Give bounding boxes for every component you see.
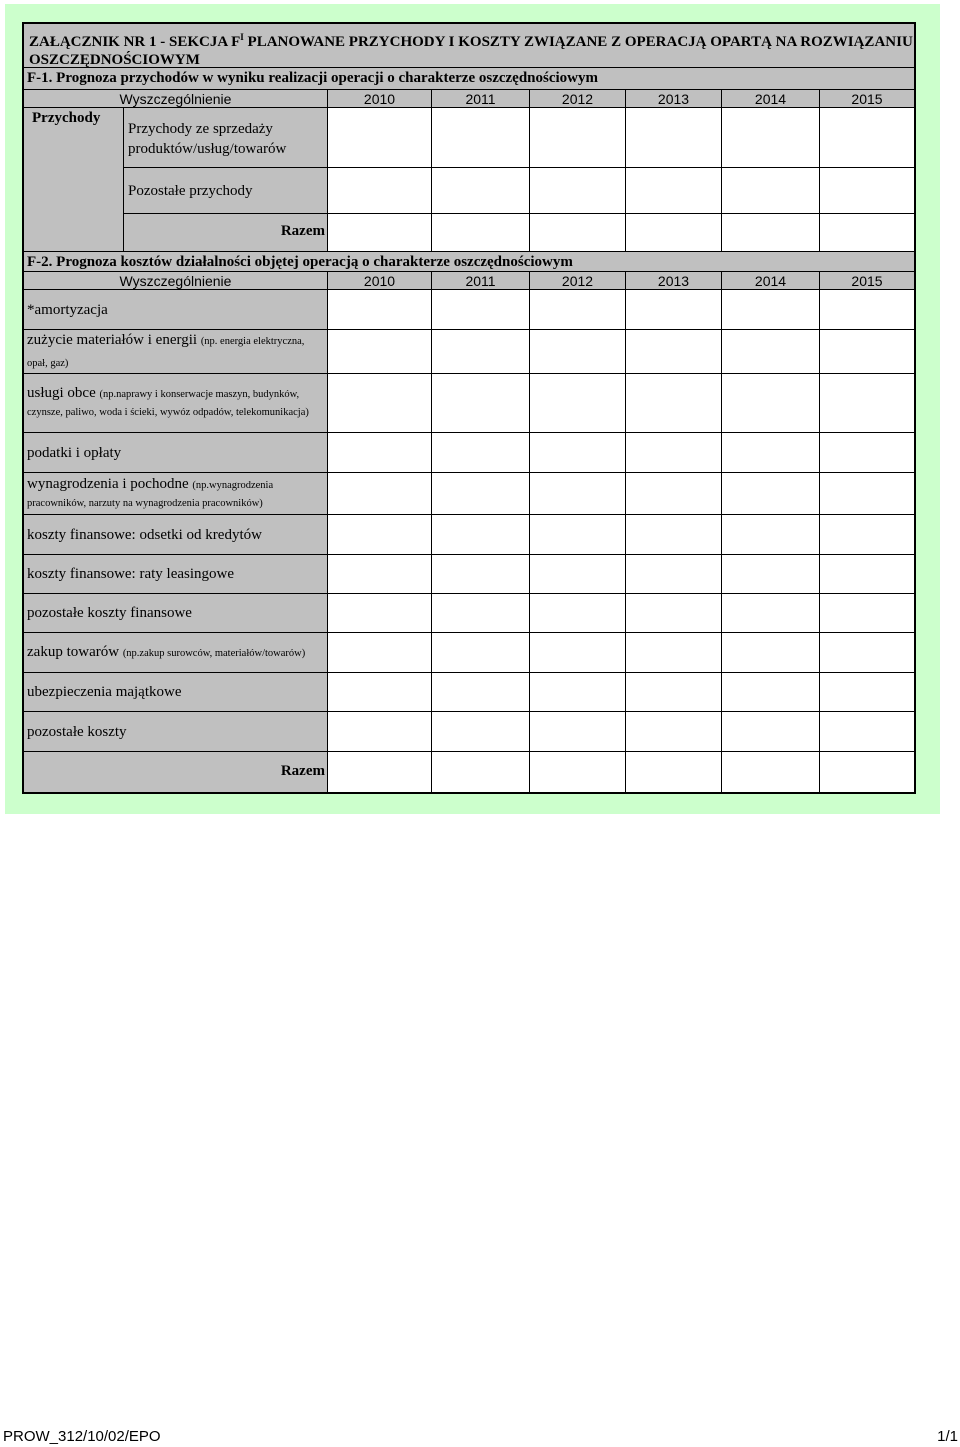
f2-row-label xyxy=(24,374,328,433)
f2-year-header-text: 2014 xyxy=(754,273,787,289)
f1-year-header xyxy=(626,90,722,108)
f2-value-cell[interactable] xyxy=(820,673,914,712)
f2-row-label xyxy=(24,633,328,673)
f1-total-cell[interactable] xyxy=(432,214,530,252)
f2-value-cell[interactable] xyxy=(626,712,722,752)
f1-total-cell[interactable] xyxy=(328,214,432,252)
f2-row-main-text: wynagrodzenia i pochodne xyxy=(27,475,193,492)
f1-value-cell[interactable] xyxy=(328,168,432,214)
form-title xyxy=(24,24,914,68)
f2-value-cell[interactable] xyxy=(530,712,626,752)
f2-row-label xyxy=(24,673,328,712)
f2-value-cell[interactable] xyxy=(626,473,722,515)
f2-row-main-text: podatki i opłaty xyxy=(27,444,122,461)
f2-total-cell[interactable] xyxy=(328,752,432,792)
f2-value-cell[interactable] xyxy=(530,673,626,712)
f2-value-cell[interactable] xyxy=(722,433,820,473)
f2-value-cell[interactable] xyxy=(328,633,432,673)
f2-row-main-text: ubezpieczenia majątkowe xyxy=(27,684,182,700)
f2-value-cell[interactable] xyxy=(432,473,530,515)
f1-year-header-text: 2013 xyxy=(657,91,690,107)
f1-row-label xyxy=(124,108,328,168)
f2-value-cell[interactable] xyxy=(530,515,626,555)
f2-total-cell[interactable] xyxy=(432,752,530,792)
f1-header-label-text: Wyszczególnienie xyxy=(119,91,232,107)
f2-value-cell[interactable] xyxy=(722,673,820,712)
f1-total-label xyxy=(124,214,328,252)
f2-value-cell[interactable] xyxy=(328,594,432,633)
f1-year-header-text: 2015 xyxy=(851,91,883,107)
f2-year-header-text: 2010 xyxy=(363,273,396,289)
f2-year-header xyxy=(328,272,432,290)
f1-value-cell[interactable] xyxy=(432,168,530,214)
form-title-main: ZAŁĄCZNIK NR 1 - SEKCJA F xyxy=(29,34,241,50)
f2-row-label-wrap xyxy=(27,603,327,623)
f2-row-label-wrap xyxy=(27,682,327,702)
f2-value-cell[interactable] xyxy=(530,633,626,673)
f2-value-cell[interactable] xyxy=(626,555,722,594)
f1-year-header xyxy=(432,90,530,108)
f1-total-label-text: Razem xyxy=(280,223,325,239)
f1-group-label-text: Przychody xyxy=(32,110,101,126)
f2-value-cell[interactable] xyxy=(820,330,914,374)
f2-value-cell[interactable] xyxy=(530,555,626,594)
f2-row-main-text: zakup towarów xyxy=(27,643,123,660)
f1-value-cell[interactable] xyxy=(820,108,914,168)
f2-value-cell[interactable] xyxy=(530,473,626,515)
f2-row-label-wrap xyxy=(27,722,327,742)
f2-value-cell[interactable] xyxy=(328,673,432,712)
f2-row-note-text: (np.zakup surowców, materiałów/towarów) xyxy=(122,647,306,659)
f2-value-cell[interactable] xyxy=(626,633,722,673)
f2-value-cell[interactable] xyxy=(626,374,722,433)
f2-row-label-wrap xyxy=(27,330,327,374)
f2-year-header xyxy=(530,272,626,290)
f2-year-header xyxy=(626,272,722,290)
f2-row-label xyxy=(24,433,328,473)
f1-value-cell[interactable] xyxy=(328,108,432,168)
f2-year-header-text: 2012 xyxy=(561,273,594,289)
f2-row-main-text: *amortyzacja xyxy=(27,301,108,318)
f2-value-cell[interactable] xyxy=(722,633,820,673)
f1-year-header-text: 2010 xyxy=(363,91,396,107)
f2-value-cell[interactable] xyxy=(328,290,432,330)
f2-row-label-wrap xyxy=(27,385,327,421)
f1-year-header xyxy=(328,90,432,108)
f2-year-header-text: 2013 xyxy=(657,273,690,289)
f2-value-cell[interactable] xyxy=(328,374,432,433)
f2-row-main-text: koszty finansowe: raty leasingowe xyxy=(27,566,235,582)
f2-value-cell[interactable] xyxy=(432,673,530,712)
f2-row-main-text: koszty finansowe: odsetki od kredytów xyxy=(27,526,262,543)
f2-row-label-wrap xyxy=(27,476,327,512)
f2-value-cell[interactable] xyxy=(328,515,432,555)
f2-row-main-text: pozostałe koszty xyxy=(27,723,127,740)
f2-value-cell[interactable] xyxy=(432,712,530,752)
f2-value-cell[interactable] xyxy=(432,594,530,633)
f2-year-header-text: 2011 xyxy=(465,273,496,289)
f1-total-cell[interactable] xyxy=(626,214,722,252)
f2-total-cell[interactable] xyxy=(626,752,722,792)
f2-value-cell[interactable] xyxy=(722,515,820,555)
f2-total-label-text: Razem xyxy=(280,763,325,779)
f2-value-cell[interactable] xyxy=(722,712,820,752)
f1-value-cell[interactable] xyxy=(530,108,626,168)
f2-row-main-text: usługi obce xyxy=(27,385,100,401)
budget-forecast-form xyxy=(22,22,916,794)
f1-title-text: F-1. Prognoza przychodów w wyniku realizacji operacji o charakterze oszczędnościowym xyxy=(27,70,599,86)
f2-value-cell[interactable] xyxy=(328,555,432,594)
f1-value-cell[interactable] xyxy=(432,108,530,168)
f2-total-cell[interactable] xyxy=(722,752,820,792)
f1-row-label xyxy=(124,168,328,214)
f2-row-label-wrap xyxy=(27,525,327,545)
f1-row-label-text: Przychody ze sprzedaży produktów/usług/towarów xyxy=(128,121,287,157)
form-title-superscript: I xyxy=(240,32,244,42)
f2-value-cell[interactable] xyxy=(626,673,722,712)
f2-total-label xyxy=(24,752,328,792)
f2-year-header xyxy=(432,272,530,290)
f2-total-cell[interactable] xyxy=(820,752,914,792)
f2-value-cell[interactable] xyxy=(722,330,820,374)
page-number: 1/1 xyxy=(937,1428,958,1445)
f2-row-note-text: (np. energia elektryczna, opał, gaz) xyxy=(27,335,305,369)
f2-value-cell[interactable] xyxy=(432,330,530,374)
f2-value-cell[interactable] xyxy=(626,433,722,473)
f2-row-note-text: (np.naprawy i konserwacje maszyn, budynków, czynsze, paliwo, woda i ścieki, wywóz odpadów, telekomunikacja) xyxy=(27,389,309,418)
f2-total-cell[interactable] xyxy=(530,752,626,792)
f2-row-label-wrap xyxy=(27,564,327,584)
form-title-rest: PLANOWANE PRZYCHODY I KOSZTY ZWIĄZANE Z OPERACJĄ OPARTĄ NA ROZWIĄZANIU OSZCZĘDNOŚCIOWYM xyxy=(29,34,913,68)
f2-value-cell[interactable] xyxy=(722,594,820,633)
f2-row-label xyxy=(24,515,328,555)
f2-row-label xyxy=(24,712,328,752)
f2-value-cell[interactable] xyxy=(432,515,530,555)
f2-row-label-wrap xyxy=(27,642,327,664)
f2-value-cell[interactable] xyxy=(820,374,914,433)
f2-value-cell[interactable] xyxy=(328,473,432,515)
f2-value-cell[interactable] xyxy=(626,594,722,633)
f2-value-cell[interactable] xyxy=(820,290,914,330)
f2-row-label xyxy=(24,594,328,633)
f2-value-cell[interactable] xyxy=(626,330,722,374)
f2-row-note-text: (np.wynagrodzenia pracowników, narzuty na wynagrodzenia pracowników) xyxy=(27,479,274,509)
f2-row-label-wrap xyxy=(27,443,327,463)
f2-value-cell[interactable] xyxy=(626,290,722,330)
f1-section-title xyxy=(24,68,914,90)
f2-value-cell[interactable] xyxy=(530,374,626,433)
f2-value-cell[interactable] xyxy=(432,555,530,594)
f2-row-label xyxy=(24,555,328,594)
f2-row-label-wrap xyxy=(27,300,327,320)
f2-row-label xyxy=(24,330,328,374)
f1-year-header-text: 2014 xyxy=(754,91,787,107)
f2-value-cell[interactable] xyxy=(820,515,914,555)
f2-value-cell[interactable] xyxy=(530,433,626,473)
f1-row-label-text: Pozostałe przychody xyxy=(128,183,253,199)
f2-year-header xyxy=(820,272,914,290)
f2-value-cell[interactable] xyxy=(820,555,914,594)
f1-value-cell[interactable] xyxy=(530,168,626,214)
f2-value-cell[interactable] xyxy=(820,473,914,515)
f2-value-cell[interactable] xyxy=(432,433,530,473)
f2-value-cell[interactable] xyxy=(722,555,820,594)
f2-value-cell[interactable] xyxy=(722,473,820,515)
f2-value-cell[interactable] xyxy=(722,290,820,330)
f1-value-cell[interactable] xyxy=(722,168,820,214)
f2-header-label xyxy=(24,272,328,290)
f2-value-cell[interactable] xyxy=(328,433,432,473)
f2-row-label xyxy=(24,290,328,330)
f2-row-main-text: pozostałe koszty finansowe xyxy=(27,605,192,621)
f2-year-header xyxy=(722,272,820,290)
f2-value-cell[interactable] xyxy=(432,633,530,673)
f2-value-cell[interactable] xyxy=(820,712,914,752)
f2-value-cell[interactable] xyxy=(820,633,914,673)
f2-value-cell[interactable] xyxy=(432,290,530,330)
f2-value-cell[interactable] xyxy=(530,594,626,633)
f1-value-cell[interactable] xyxy=(722,108,820,168)
f1-value-cell[interactable] xyxy=(820,168,914,214)
f1-year-header xyxy=(722,90,820,108)
f2-row-main-text: zużycie materiałów i energii xyxy=(27,331,201,348)
f2-value-cell[interactable] xyxy=(328,330,432,374)
f1-year-header xyxy=(820,90,914,108)
f1-year-header-text: 2012 xyxy=(561,91,594,107)
f2-title-text: F-2. Prognoza kosztów działalności objętej operacją o charakterze oszczędnościowym xyxy=(27,254,573,270)
f1-header-label xyxy=(24,90,328,108)
f2-row-label xyxy=(24,473,328,515)
f1-total-cell[interactable] xyxy=(530,214,626,252)
f2-year-header-text: 2015 xyxy=(851,273,883,289)
f2-value-cell[interactable] xyxy=(530,330,626,374)
f2-value-cell[interactable] xyxy=(432,374,530,433)
f1-total-cell[interactable] xyxy=(722,214,820,252)
f2-value-cell[interactable] xyxy=(722,374,820,433)
f2-value-cell[interactable] xyxy=(530,290,626,330)
f1-group-label xyxy=(24,108,124,252)
f2-section-title xyxy=(24,252,914,272)
f1-total-cell[interactable] xyxy=(820,214,914,252)
form-code: PROW_312/10/02/EPO xyxy=(3,1428,161,1445)
f2-value-cell[interactable] xyxy=(820,433,914,473)
f1-value-cell[interactable] xyxy=(626,108,722,168)
f1-year-header xyxy=(530,90,626,108)
f1-value-cell[interactable] xyxy=(626,168,722,214)
f2-header-label-text: Wyszczególnienie xyxy=(119,273,232,289)
f1-year-header-text: 2011 xyxy=(465,91,496,107)
f2-value-cell[interactable] xyxy=(328,712,432,752)
f2-value-cell[interactable] xyxy=(626,515,722,555)
f2-value-cell[interactable] xyxy=(820,594,914,633)
